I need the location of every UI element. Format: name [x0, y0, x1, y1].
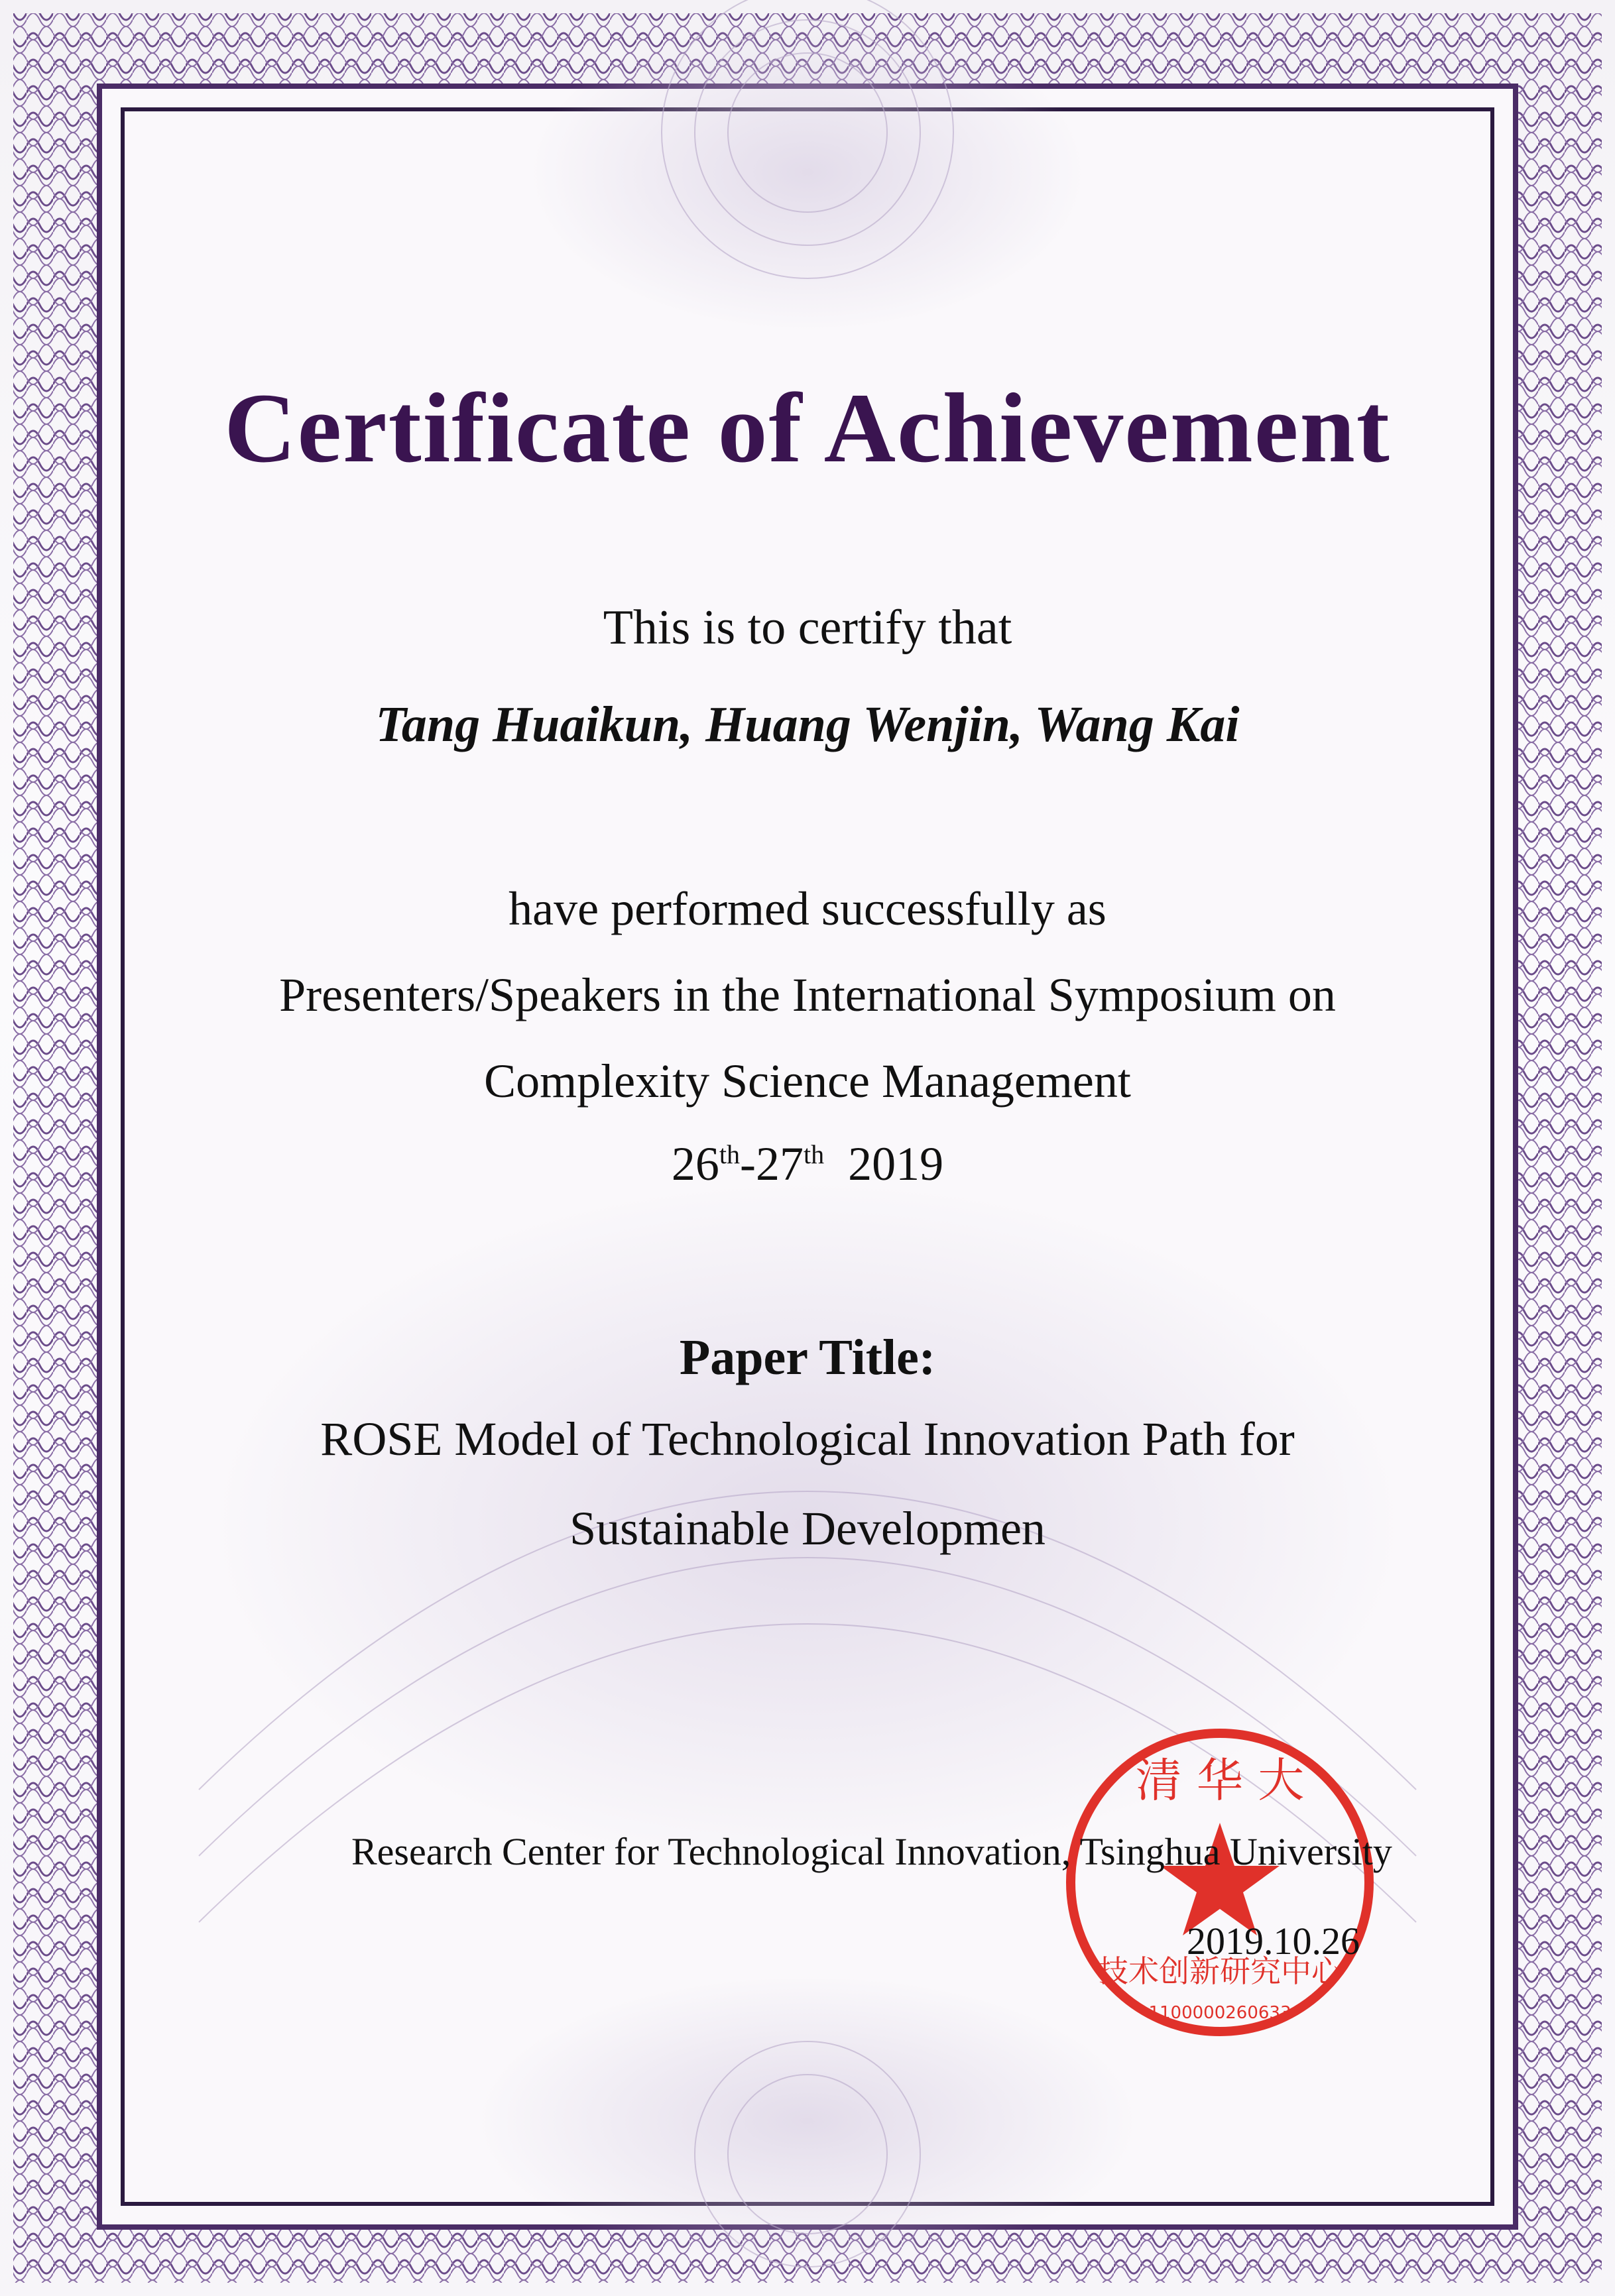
paper-title-label: Paper Title: — [679, 1330, 936, 1385]
paper-title-line-1: ROSE Model of Technological Innovation Path for — [320, 1412, 1295, 1465]
issuer-name: Research Center for Technological Innovation, Tsinghua University — [351, 1830, 1392, 1873]
paper-title-line-2: Sustainable Developmen — [569, 1502, 1046, 1555]
event-line-2: Complexity Science Management — [484, 1055, 1131, 1108]
svg-text:1100000260633: 1100000260633 — [1148, 2003, 1291, 2023]
date-day1: 26 — [671, 1137, 719, 1190]
date-sep: - — [740, 1137, 756, 1190]
svg-text:清 华 大: 清 华 大 — [1135, 1753, 1305, 1808]
event-line-1: Presenters/Speakers in the International Symposium on — [279, 968, 1336, 1021]
certify-line: This is to certify that — [603, 601, 1012, 655]
date-year: 2019 — [848, 1137, 944, 1190]
official-seal — [1061, 1723, 1379, 2041]
certificate-title: Certificate of Achievement — [224, 373, 1391, 483]
date-suffix2: th — [803, 1139, 825, 1169]
svg-text:技术创新研究中心: 技术创新研究中心 — [1098, 1953, 1342, 1989]
event-date — [0, 1137, 1615, 1192]
performed-line: have performed successfully as — [508, 882, 1107, 935]
date-day2: 27 — [755, 1137, 804, 1190]
issue-date: 2019.10.26 — [1187, 1920, 1360, 1963]
recipients: Tang Huaikun, Huang Wenjin, Wang Kai — [375, 697, 1240, 752]
date-suffix1: th — [719, 1139, 740, 1169]
